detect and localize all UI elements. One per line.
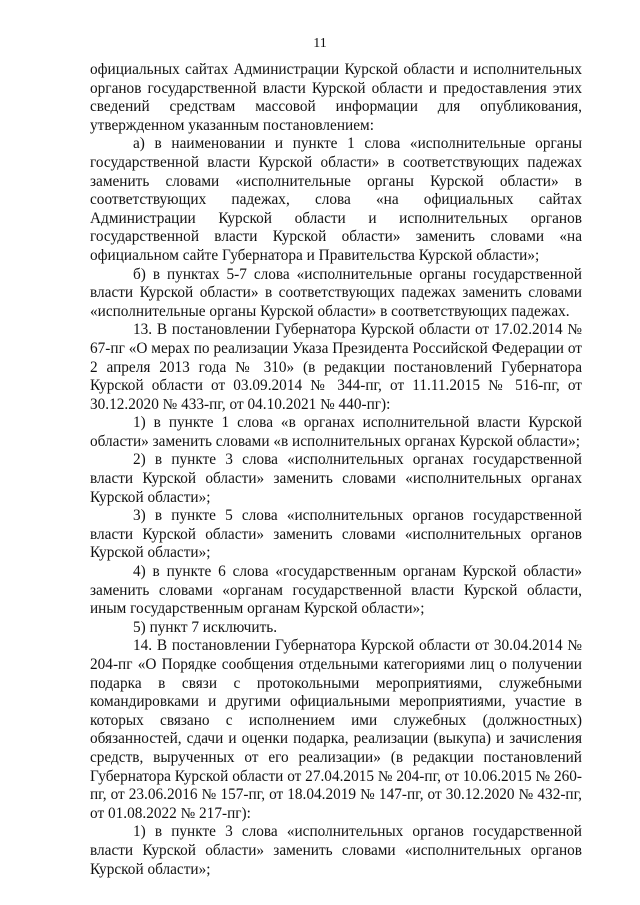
- paragraph-13-item-1: 1) в пункте 1 слова «в органах исполнительной власти Курской области» заменить словами «в исполнительных органах Курской области»;: [90, 414, 582, 450]
- paragraph-section-13: 13. В постановлении Губернатора Курской области от 17.02.2014 № 67-пг «О мерах по реализации Указа Президента Российской Федерации от 2 апреля 2013 года № 310» (в редакции постановлений Губернатора Курской области от 03.09.2014 № 344-пг, от 11.11.2015 № 516-пг, от 30.12.2020 № 433-пг, от 04.10.2021 № 440-пг):: [90, 321, 582, 413]
- paragraph-item-b: б) в пунктах 5-7 слова «исполнительные органы государственной власти Курской области» в соответствующих падежах заменить словами «исполнительные органы Курской области» в соответствующих падежах.: [90, 265, 582, 320]
- paragraph-section-14: 14. В постановлении Губернатора Курской области от 30.04.2014 № 204-пг «О Порядке сообщения отдельными категориями лиц о получении подарка в связи с протокольными мероприятиями, служебными командировками и другими официальными мероприятиями, участие в которых связано с исполнением ими служебных (должностных) обязанностей, сдачи и оценки подарка, реализации (выкупа) и зачисления средств, вырученных от его реализации» (в редакции постановлений Губернатора Курской области от 27.04.2015 № 204-пг, от 10.06.2015 № 260-пг, от 23.06.2016 № 157-пг, от 18.04.2019 № 147-пг, от 30.12.2020 № 432-пг, от 01.08.2022 № 217-пг):: [90, 637, 582, 822]
- paragraph-13-item-5: 5) пункт 7 исключить.: [133, 618, 278, 636]
- page-number: 11: [313, 36, 327, 51]
- paragraph-14-item-1: 1) в пункте 3 слова «исполнительных органов государственной власти Курской области» заменить словами «исполнительных органов Курской области»;: [90, 823, 582, 878]
- paragraph-13-item-4: 4) в пункте 6 слова «государственным органам Курской области» заменить словами «органам государственной власти Курской области, иным государственным органам Курской области»;: [90, 563, 582, 618]
- paragraph-13-item-3: 3) в пункте 5 слова «исполнительных органов государственной власти Курской области» заменить словами «исполнительных органов Курской области»;: [90, 507, 582, 562]
- paragraph-item-a: а) в наименовании и пункте 1 слова «исполнительные органы государственной власти Курской области» в соответствующих падежах заменить словами «исполнительные органы Курской области» в соответствующих падежах, слова «на официальных сайтах Администрации Курской области и исполнительных органов государственной власти Курской области» заменить словами «на официальном сайте Губернатора и Правительства Курской области»;: [90, 135, 582, 264]
- paragraph-continuation: официальных сайтах Администрации Курской области и исполнительных органов государственной власти Курской области и предоставления этих сведений средствам массовой информации для опубликования, утвержденном указанным постановлением:: [90, 61, 582, 134]
- document-body: [90, 61, 582, 879]
- paragraph-13-item-2: 2) в пункте 3 слова «исполнительных органах государственной власти Курской области» заменить словами «исполнительных органах Курской области»;: [90, 451, 582, 506]
